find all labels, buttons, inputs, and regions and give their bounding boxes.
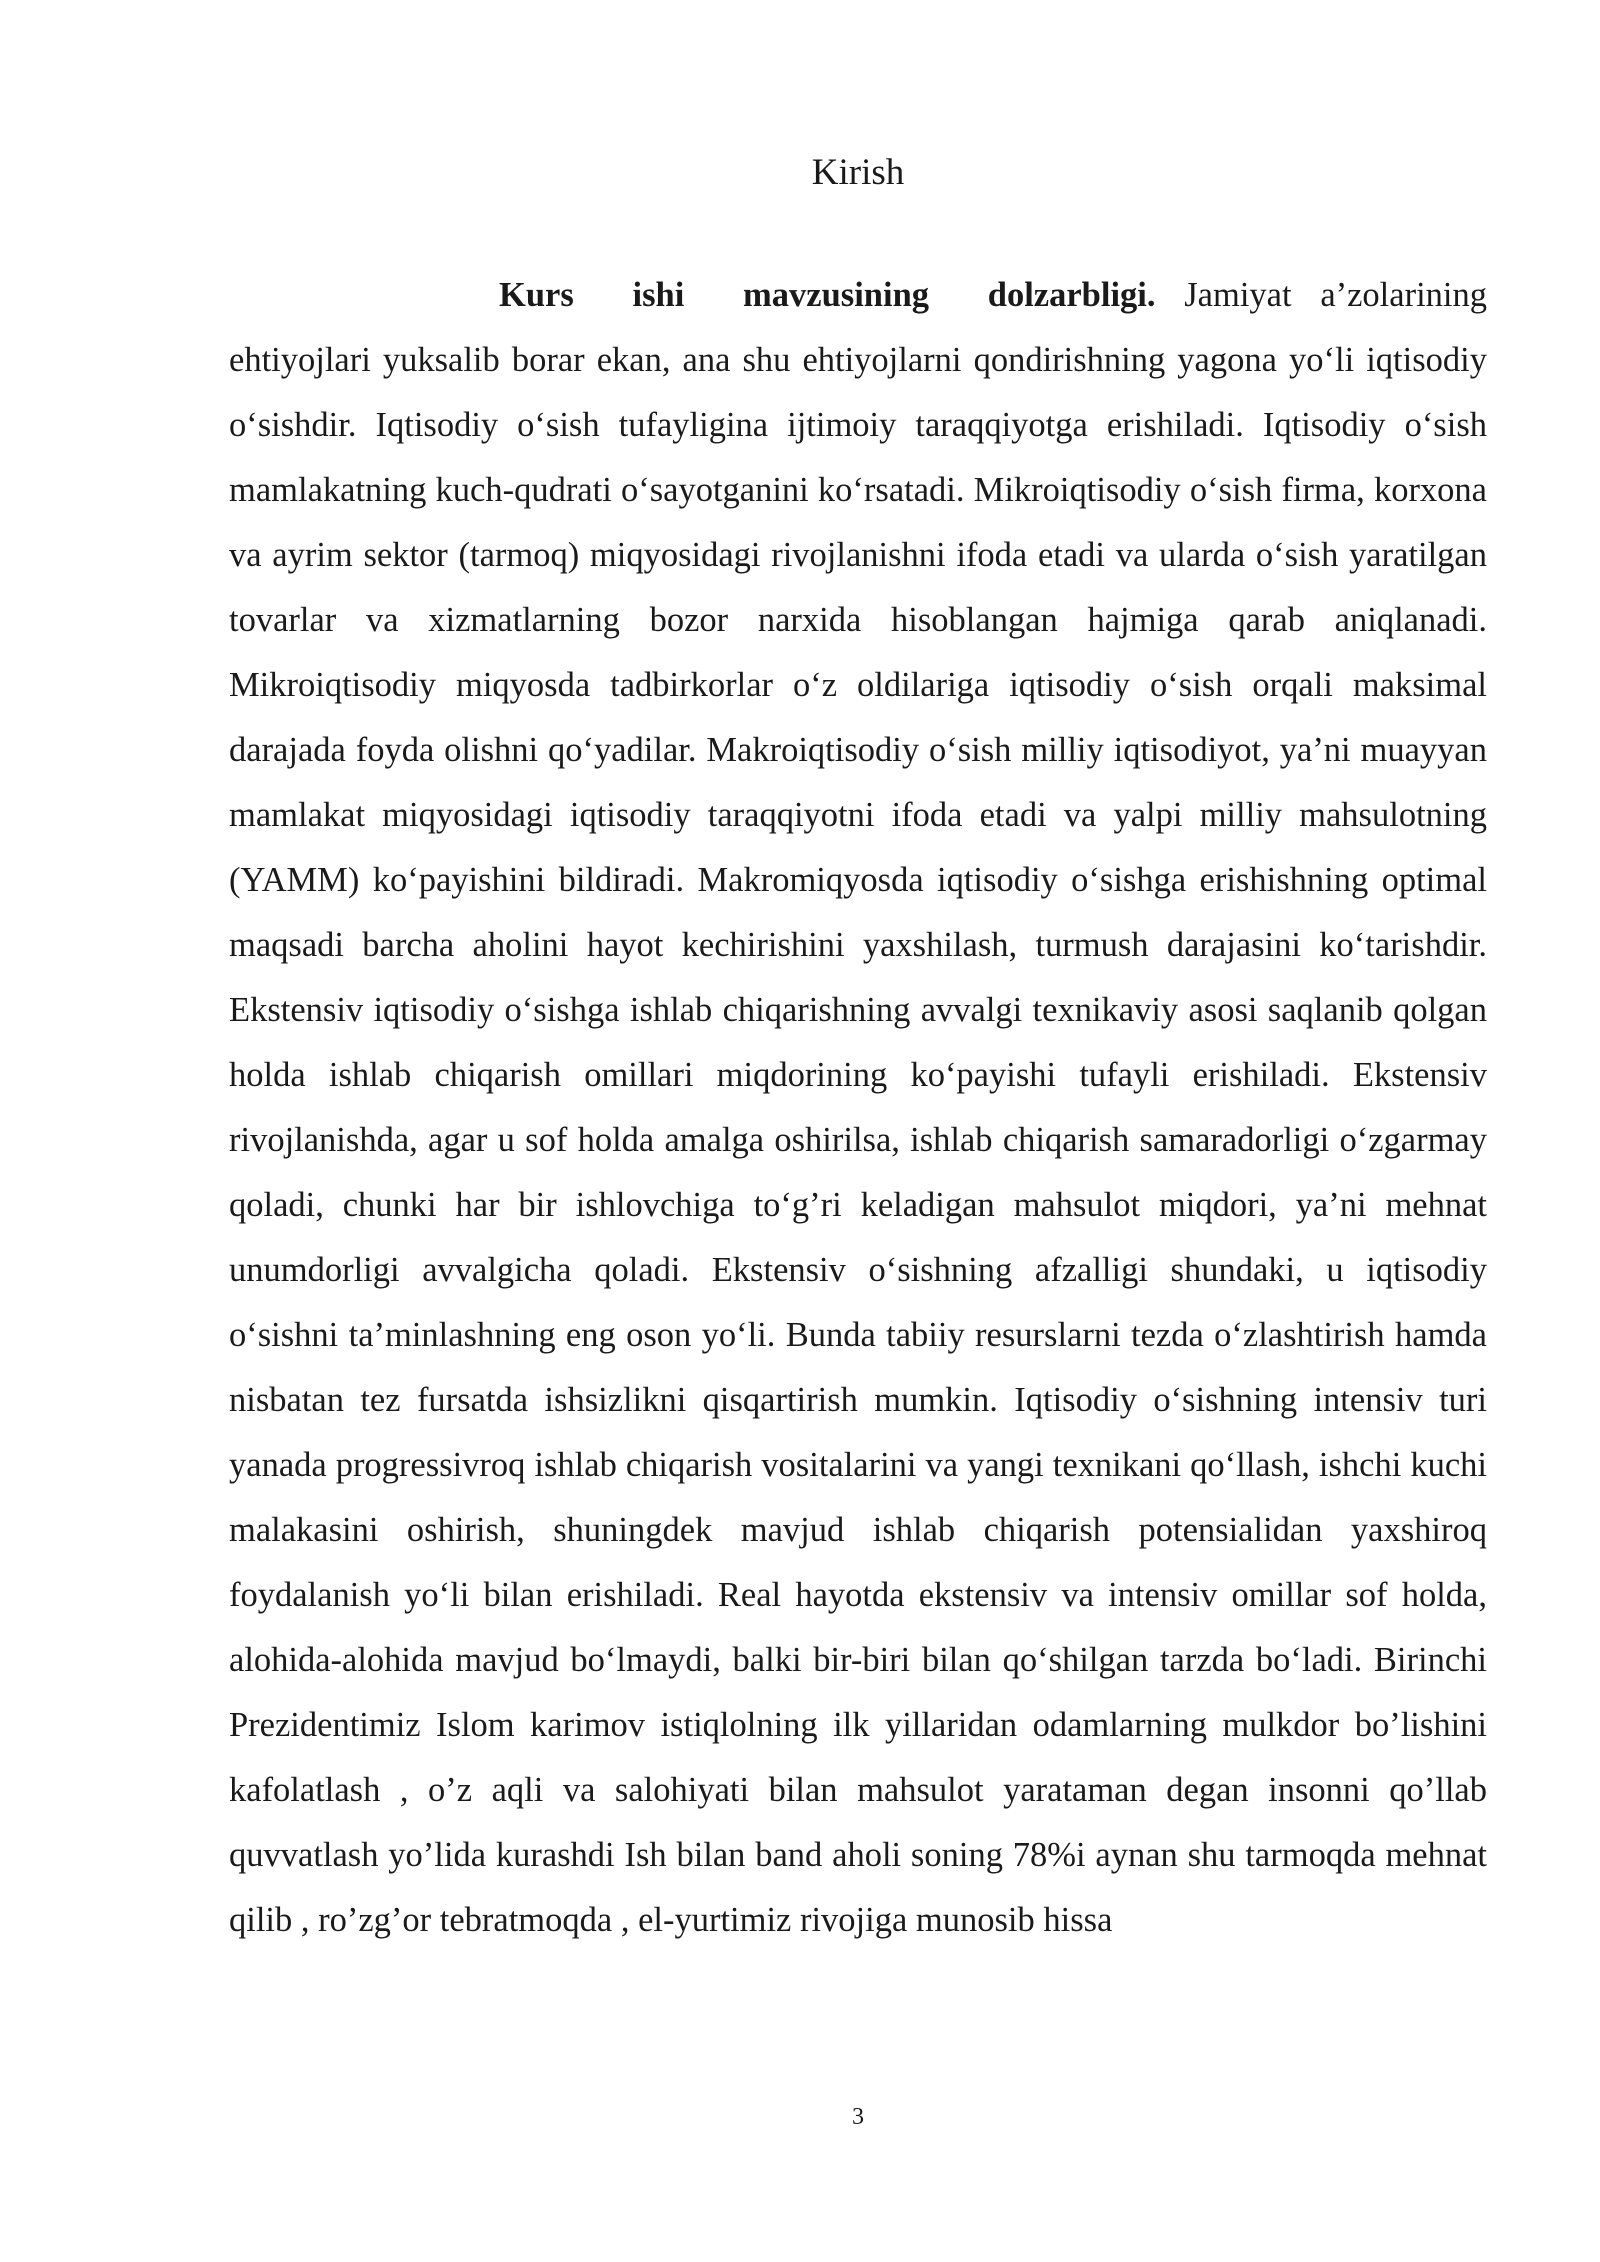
section-title [0, 148, 1600, 198]
page-number-text: 3 [852, 2104, 864, 2130]
section-title-text: Kirish [811, 152, 905, 193]
page-number [0, 2104, 1600, 2131]
lead-heading: Kurs ishi mavzusining dolzarbligi. [499, 276, 1156, 314]
body-paragraph [229, 263, 1487, 1953]
body-text: Jamiyat a’zolarining ehtiyojlari yuksalib borar ekan, ana shu ehtiyojlarni qondirishning yagona yo‘li iqtisodiy o‘sishdir. Iqtisodiy o‘sish tufayligina ijtimoiy taraqqiyotga erishiladi. Iqtisodiy o‘sish mamlakatning kuch-qudrati o‘sayotganini ko‘rsatadi. Mikroiqtisodiy o‘sish firma, korxona va ayrim sektor (tarmoq) miqyosidagi rivojlanishni ifoda etadi va ularda o‘sish yaratilgan tovarlar va xizmatlarning bozor narxida hisoblangan hajmiga qarab aniqlanadi. Mikroiqtisodiy miqyosda tadbirkorlar o‘z oldilariga iqtisodiy o‘sish orqali maksimal darajada foyda olishni qo‘yadilar. Makroiqtisodiy o‘sish milliy iqtisodiyot, ya’ni muayyan mamlakat miqyosidagi iqtisodiy taraqqiyotni ifoda etadi va yalpi milliy mahsulotning (YAMM) ko‘payishini bildiradi. Makromiqyosda iqtisodiy o‘sishga erishishning optimal maqsadi barcha aholini hayot kechirishini yaxshilash, turmush darajasini ko‘tarishdir. Ekstensiv iqtisodiy o‘sishga ishlab chiqarishning avvalgi texnikaviy asosi saqlanib qolgan holda ishlab chiqarish omillari miqdorining ko‘payishi tufayli erishiladi. Ekstensiv rivojlanishda, agar u sof holda amalga oshirilsa, ishlab chiqarish samaradorligi o‘zgarmay qoladi, chunki har bir ishlovchiga to‘g’ri keladigan mahsulot miqdori, ya’ni mehnat unumdorligi avvalgicha qoladi. Ekstensiv o‘sishning afzalligi shundaki, u iqtisodiy o‘sishni ta’minlashning eng oson yo‘li. Bunda tabiiy resurslarni tezda o‘zlashtirish hamda nisbatan tez fursatda ishsizlikni qisqartirish mumkin. Iqtisodiy o‘sishning intensiv turi yanada progressivroq ishlab chiqarish vositalarini va yangi texnikani qo‘llash, ishchi kuchi malakasini oshirish, shuningdek mavjud ishlab chiqarish potensialidan yaxshiroq foydalanish yo‘li bilan erishiladi. Real hayotda ekstensiv va intensiv omillar sof holda, alohida-alohida mavjud bo‘lmaydi, balki bir-biri bilan qo‘shilgan tarzda bo‘ladi. Birinchi Prezidentimiz Islom karimov istiqlolning ilk yillaridan odamlarning mulkdor bo’lishini kafolatlash , o’z aqli va salohiyati bilan mahsulot yarataman degan insonni qo’llab quvvatlash yo’lida kurashdi Ish bilan band aholi soning 78%i aynan shu tarmoqda mehnat qilib , ro’zg’or tebratmoqda , el-yurtimiz rivojiga munosib hissa [229, 276, 1487, 1939]
